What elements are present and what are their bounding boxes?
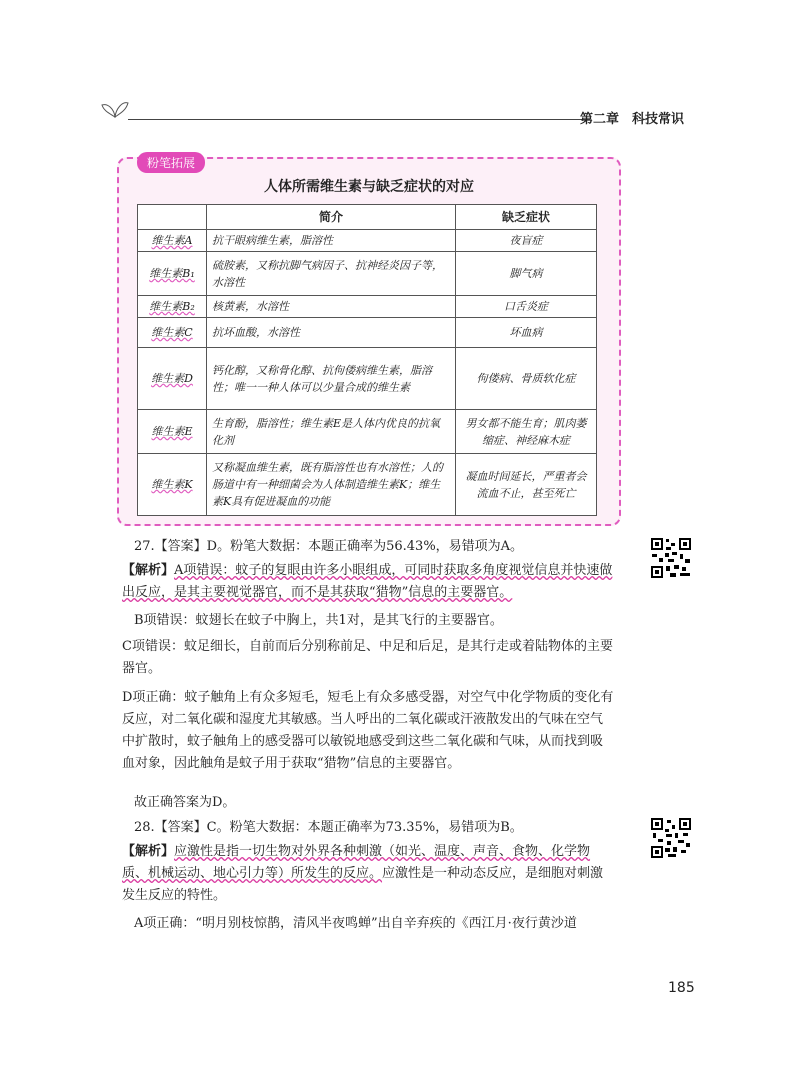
- vitamin-name-cell: 维生素B₂: [138, 296, 207, 318]
- table-row: [138, 252, 597, 296]
- intro-cell: 又称凝血维生素，既有脂溶性也有水溶性；人的肠道中有一种细菌会为人体制造维生素K；维生素K具有促进凝血的功能: [207, 454, 456, 516]
- symptom-cell: 夜盲症: [456, 230, 597, 252]
- table-row: [138, 410, 597, 454]
- table-row: [138, 348, 597, 410]
- vitamin-name-cell: 维生素B₁: [138, 252, 207, 296]
- symptom-cell: 佝偻病、骨质软化症: [456, 348, 597, 410]
- page-number: 185: [668, 980, 695, 996]
- qr-code-icon[interactable]: [650, 817, 692, 859]
- q28-rest-text: 应激性是一种动态反应，是细胞对刺激发生反应的特性。: [122, 866, 604, 903]
- symptom-cell: 口舌炎症: [456, 296, 597, 318]
- table-title: 人体所需维生素与缺乏症状的对应: [264, 179, 474, 195]
- vitamin-name-cell: 维生素D: [138, 348, 207, 410]
- q27-answer: 27.【答案】D。粉笔大数据：本题正确率为56.43%，易错项为A。: [134, 539, 524, 554]
- header-rule: [128, 119, 590, 120]
- table-header-row: [138, 205, 597, 230]
- extension-tag: 粉笔拓展: [137, 152, 205, 173]
- page-header: [100, 97, 700, 127]
- vitamin-name-cell: 维生素E: [138, 410, 207, 454]
- qr-code-icon[interactable]: [650, 537, 692, 579]
- chapter-title: 第二章 科技常识: [580, 112, 685, 127]
- symptom-cell: 坏血病: [456, 318, 597, 348]
- intro-cell: 抗干眼病维生素，脂溶性: [207, 230, 456, 252]
- intro-cell: 核黄素，水溶性: [207, 296, 456, 318]
- q27-option-b-text: B项错误：蚊翅长在蚊子中胸上，共1对，是其飞行的主要器官。: [134, 613, 503, 628]
- column-header: 缺乏症状: [456, 205, 597, 230]
- table-row: [138, 230, 597, 252]
- q27-conclusion: 故正确答案为D。: [134, 795, 236, 810]
- q28-analysis: [122, 841, 614, 907]
- vitamin-name-cell: 维生素K: [138, 454, 207, 516]
- column-header: 简介: [207, 205, 456, 230]
- intro-cell: 抗坏血酸，水溶性: [207, 318, 456, 348]
- intro-cell: 生育酚，脂溶性；维生素E是人体内优良的抗氧化剂: [207, 410, 456, 454]
- q27-option-a-text: A项错误：蚊子的复眼由许多小眼组成，可同时获取多角度视觉信息并快速做出反应，是其主要视觉器官，而不是其获取“猎物”信息的主要器官。: [122, 563, 613, 600]
- q28-option-a-text: A项正确：“明月别枝惊鹊，清风半夜鸣蝉”出自辛弃疾的《西江月·夜行黄沙道: [134, 916, 577, 931]
- intro-cell: 钙化醇，又称骨化醇、抗佝偻病维生素，脂溶性；唯一一种人体可以少量合成的维生素: [207, 348, 456, 410]
- vitamin-name-cell: 维生素A: [138, 230, 207, 252]
- table-row: [138, 454, 597, 516]
- q27-option-d-text: D项正确：蚊子触角上有众多短毛，短毛上有众多感受器，对空气中化学物质的变化有反应，对二氧化碳和湿度尤其敏感。当人呼出的二氧化碳或汗液散发出的气味在空气中扩散时，蚊子触角上的感受器可以敏锐地感受到这些二氧化碳和气味，从而找到吸血对象，因此触角是蚊子用于获取“猎物”信息的主要器官。: [122, 690, 614, 771]
- column-header: [138, 205, 207, 230]
- symptom-cell: 男女都不能生育；肌肉萎缩症、神经麻木症: [456, 410, 597, 454]
- q27-option-c-text: C项错误：蚊足细长，自前而后分别称前足、中足和后足，是其行走或着陆物体的主要器官。: [122, 639, 613, 676]
- q27-analysis-a: [122, 560, 614, 604]
- symptom-cell: 凝血时间延长，严重者会流血不止，甚至死亡: [456, 454, 597, 516]
- q28-answer: 28.【答案】C。粉笔大数据：本题正确率为73.35%，易错项为B。: [134, 820, 523, 835]
- analysis-label: 【解析】: [122, 844, 175, 859]
- leaf-icon: [100, 97, 130, 119]
- vitamin-table: [137, 204, 597, 516]
- analysis-label: 【解析】: [122, 563, 175, 578]
- table-row: [138, 318, 597, 348]
- vitamin-name-cell: 维生素C: [138, 318, 207, 348]
- q28-marked-text: 应激性是指一切生物对外界各种刺激（如光、温度、声音、食物、化学物质、机械运动、地心引力等）所发生的反应。: [122, 844, 591, 881]
- symptom-cell: 脚气病: [456, 252, 597, 296]
- table-row: [138, 296, 597, 318]
- intro-cell: 硫胺素，又称抗脚气病因子、抗神经炎因子等，水溶性: [207, 252, 456, 296]
